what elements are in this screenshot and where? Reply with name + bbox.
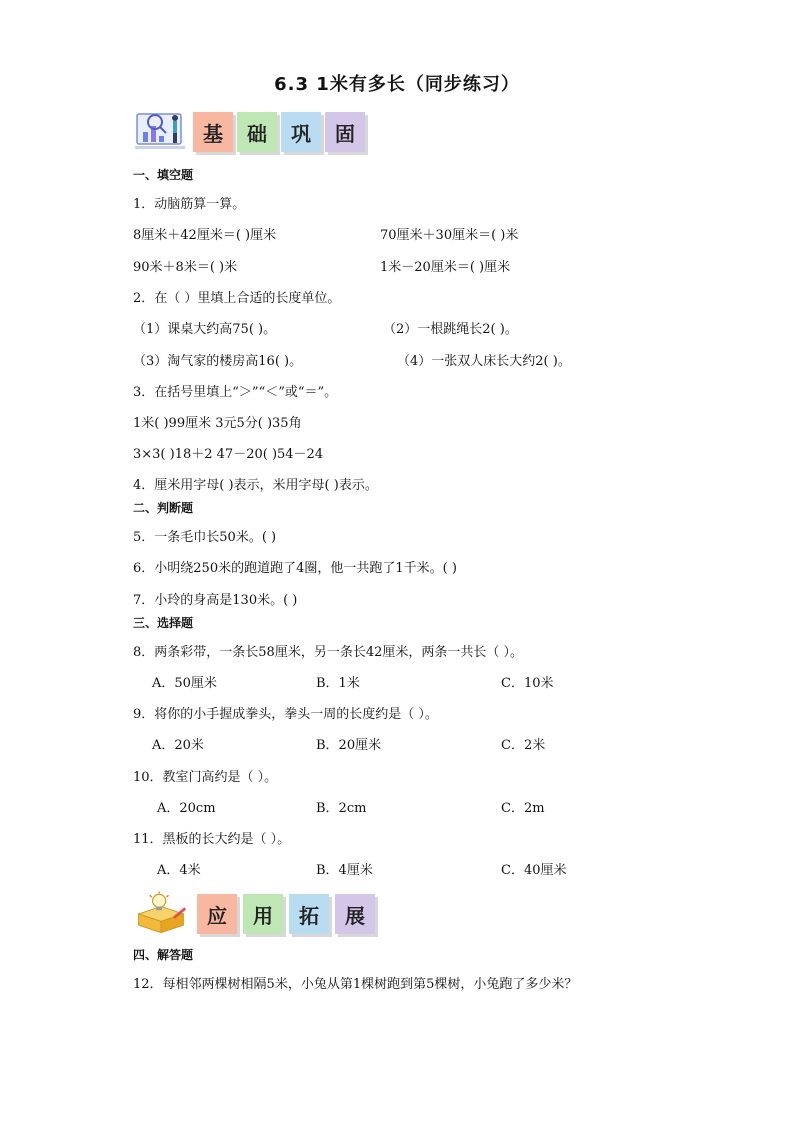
- banner1-tile-4: 固: [325, 112, 365, 152]
- q10-option-c: C．2m: [501, 801, 545, 816]
- q1-item-3: 90米＋8米＝( )米: [133, 260, 238, 275]
- q5-stem: 5．一条毛巾长50米。( ): [133, 530, 277, 545]
- q1-item-4: 1米－20厘米＝( )厘米: [380, 260, 511, 275]
- banner2-tile-3: 拓: [289, 894, 329, 934]
- idea-box-icon: [133, 890, 189, 936]
- banner1-tile-2: 础: [237, 112, 277, 152]
- q11-option-b: B．4厘米: [316, 863, 373, 878]
- q11-option-a: A．4米: [157, 863, 201, 878]
- q7-stem: 7．小玲的身高是130米。( ): [133, 593, 298, 608]
- q6-stem: 6．小明绕250米的跑道跑了4圈，他一共跑了1千米。( ): [133, 561, 457, 576]
- q10-option-b: B．2cm: [316, 801, 367, 816]
- banner2-tile-2: 用: [243, 894, 283, 934]
- q9-option-b: B．20厘米: [316, 738, 382, 753]
- q12-stem: 12．每相邻两棵树相隔5米，小兔从第1棵树跑到第5棵树，小兔跑了多少米？: [133, 977, 578, 992]
- analytics-chart-icon: [133, 108, 189, 154]
- banner1-tile-3: 巩: [281, 112, 321, 152]
- q8-option-c: C．10米: [501, 676, 554, 691]
- q4-stem: 4．厘米用字母( )表示，米用字母( )表示。: [133, 478, 378, 493]
- q1-stem: 1．动脑筋算一算。: [133, 197, 246, 212]
- section-heading-fill-blank: 一、填空题: [133, 168, 194, 182]
- q9-option-c: C．2米: [501, 738, 546, 753]
- q2-item-2: （2）一根跳绳长2( )。: [383, 322, 518, 337]
- q2-item-1: （1）课桌大约高75( )。: [133, 322, 277, 337]
- section-heading-multiple-choice: 三、选择题: [133, 616, 194, 630]
- q3-row-1: 1米( )99厘米 3元5分( )35角: [133, 416, 302, 431]
- q1-item-2: 70厘米＋30厘米＝( )米: [380, 228, 519, 243]
- banner-application-extension: [133, 890, 433, 938]
- page-title: 6.3 1米有多长（同步练习）: [274, 74, 520, 95]
- q11-option-c: C．40厘米: [501, 863, 567, 878]
- section-heading-word-problems: 四、解答题: [133, 948, 194, 962]
- q8-option-b: B．1米: [316, 676, 360, 691]
- q8-stem: 8．两条彩带，一条长58厘米，另一条长42厘米，两条一共长（ ）。: [133, 645, 523, 660]
- banner1-tile-1: 基: [193, 112, 233, 152]
- q10-option-a: A．20cm: [157, 801, 216, 816]
- q3-stem: 3．在括号里填上“＞”“＜”或“＝”。: [133, 385, 338, 400]
- q1-item-1: 8厘米＋42厘米＝( )厘米: [133, 228, 277, 243]
- q2-item-4: （4）一张双人床长大约2( )。: [397, 354, 571, 369]
- banner2-tile-4: 展: [335, 894, 375, 934]
- q8-option-a: A．50厘米: [152, 676, 217, 691]
- banner2-tile-1: 应: [197, 894, 237, 934]
- q10-stem: 10．教室门高约是（ ）。: [133, 770, 278, 785]
- q9-option-a: A．20米: [152, 738, 204, 753]
- q3-row-2: 3×3( )18＋2 47－20( )54－24: [133, 447, 324, 462]
- q2-stem: 2．在（ ）里填上合适的长度单位。: [133, 291, 341, 306]
- q2-item-3: （3）淘气家的楼房高16( )。: [133, 354, 303, 369]
- q9-stem: 9．将你的小手握成拳头，拳头一周的长度约是（ ）。: [133, 707, 438, 722]
- section-heading-true-false: 二、判断题: [133, 501, 194, 515]
- q11-stem: 11．黑板的长大约是（ ）。: [133, 832, 291, 847]
- banner-basic-consolidation: [133, 108, 433, 156]
